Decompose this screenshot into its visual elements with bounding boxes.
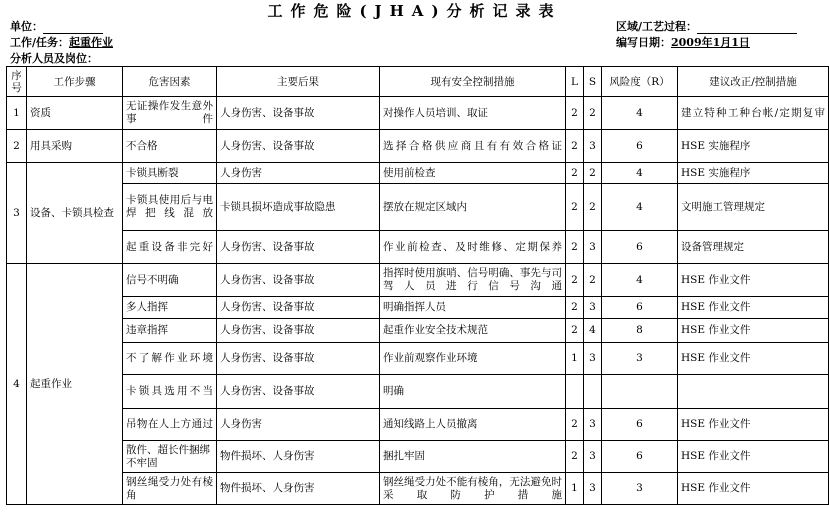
- table-row: [7, 264, 829, 297]
- cell-suggest: [678, 375, 829, 409]
- cell-s: [584, 375, 602, 409]
- area-label: 区域/工艺过程：: [616, 20, 698, 33]
- cell-l: [566, 375, 584, 409]
- cell-consequence: 人身伤害: [217, 163, 380, 184]
- area-blank: [697, 21, 797, 34]
- table-row: [7, 441, 829, 473]
- cell-suggest: 文明施工管理规定: [678, 184, 829, 231]
- col-header-suggest: 建议改正/控制措施: [678, 67, 829, 97]
- cell-hazard: 无证操作发生意外事件: [123, 97, 217, 130]
- cell-l: 2: [566, 409, 584, 441]
- table-row: [7, 375, 829, 409]
- analyst-field: [10, 50, 98, 66]
- cell-consequence: 人身伤害、设备事故: [217, 130, 380, 163]
- cell-l: 2: [566, 97, 584, 130]
- cell-l: 2: [566, 264, 584, 297]
- unit-field: [10, 18, 103, 34]
- table-row: [7, 231, 829, 264]
- cell-suggest: 建立特种工种台帐/定期复审: [678, 97, 829, 130]
- area-field: [616, 18, 797, 34]
- cell-l: 2: [566, 130, 584, 163]
- cell-r: 4: [602, 264, 678, 297]
- col-header-step: 工作步骤: [27, 67, 123, 97]
- cell-s: 3: [584, 343, 602, 375]
- cell-control: 钢丝绳受力处不能有棱角，无法避免时采取防护措施: [380, 473, 566, 505]
- col-header-hazard: 危害因素: [123, 67, 217, 97]
- table-row: [7, 297, 829, 319]
- cell-s: 2: [584, 163, 602, 184]
- cell-r: 4: [602, 184, 678, 231]
- cell-suggest: 设备管理规定: [678, 231, 829, 264]
- cell-r: 6: [602, 441, 678, 473]
- cell-step: 设备、卡锁具检查: [27, 163, 123, 264]
- work-field: [10, 34, 113, 50]
- unit-blank: [43, 21, 103, 34]
- cell-suggest: HSE 作业文件: [678, 319, 829, 343]
- cell-hazard: 起重设备非完好: [123, 231, 217, 264]
- cell-control: 起重作业安全技术规范: [380, 319, 566, 343]
- cell-consequence: 人身伤害、设备事故: [217, 264, 380, 297]
- cell-no: 1: [7, 97, 27, 130]
- table-row: [7, 409, 829, 441]
- cell-consequence: 卡锁具损坏造成事故隐患: [217, 184, 380, 231]
- cell-r: 6: [602, 297, 678, 319]
- cell-control: 对操作人员培训、取证: [380, 97, 566, 130]
- cell-r: 8: [602, 319, 678, 343]
- cell-hazard: 多人指挥: [123, 297, 217, 319]
- cell-l: 1: [566, 473, 584, 505]
- cell-s: 3: [584, 130, 602, 163]
- date-label: 编写日期：: [616, 36, 671, 49]
- cell-hazard: 钢丝绳受力处有棱角: [123, 473, 217, 505]
- cell-hazard: 卡锁具选用不当: [123, 375, 217, 409]
- col-header-r: 风险度（R）: [602, 67, 678, 97]
- cell-hazard: 卡锁具断裂: [123, 163, 217, 184]
- cell-l: 2: [566, 319, 584, 343]
- cell-suggest: HSE 作业文件: [678, 343, 829, 375]
- cell-consequence: 人身伤害、设备事故: [217, 297, 380, 319]
- cell-consequence: 人身伤害、设备事故: [217, 375, 380, 409]
- cell-l: 2: [566, 297, 584, 319]
- cell-no: 4: [7, 264, 27, 505]
- cell-r: 6: [602, 409, 678, 441]
- cell-control: 使用前检查: [380, 163, 566, 184]
- cell-s: 3: [584, 441, 602, 473]
- work-value: 起重作业: [69, 36, 114, 49]
- cell-suggest: HSE 作业文件: [678, 264, 829, 297]
- cell-r: 4: [602, 97, 678, 130]
- cell-control: 指挥时使用旗哨、信号明确、事先与司驾人员进行信号沟通: [380, 264, 566, 297]
- col-header-consequence: 主要后果: [217, 67, 380, 97]
- cell-suggest: HSE 作业文件: [678, 409, 829, 441]
- cell-l: 1: [566, 343, 584, 375]
- cell-hazard: 不合格: [123, 130, 217, 163]
- date-field: [616, 34, 750, 50]
- cell-suggest: HSE 作业文件: [678, 297, 829, 319]
- cell-l: 2: [566, 231, 584, 264]
- cell-no: 3: [7, 163, 27, 264]
- cell-s: 3: [584, 409, 602, 441]
- cell-step: 用具采购: [27, 130, 123, 163]
- cell-consequence: 人身伤害、设备事故: [217, 343, 380, 375]
- cell-suggest: HSE 作业文件: [678, 473, 829, 505]
- col-header-control: 现有安全控制措施: [380, 67, 566, 97]
- cell-hazard: 吊物在人上方通过: [123, 409, 217, 441]
- analyst-label: 分析人员及岗位：: [10, 52, 98, 65]
- cell-s: 2: [584, 184, 602, 231]
- cell-suggest: HSE 实施程序: [678, 163, 829, 184]
- cell-control: 摆放在规定区域内: [380, 184, 566, 231]
- cell-no: 2: [7, 130, 27, 163]
- cell-l: 2: [566, 163, 584, 184]
- col-header-l: L: [566, 67, 584, 97]
- cell-step: 资质: [27, 97, 123, 130]
- cell-r: 6: [602, 231, 678, 264]
- cell-s: 3: [584, 231, 602, 264]
- cell-s: 3: [584, 473, 602, 505]
- cell-consequence: 人身伤害、设备事故: [217, 319, 380, 343]
- cell-control: 明确: [380, 375, 566, 409]
- jha-table: [6, 66, 829, 505]
- cell-r: 3: [602, 473, 678, 505]
- date-value: 2009年1月1日: [671, 36, 750, 49]
- table-row: [7, 319, 829, 343]
- table-row: [7, 163, 829, 184]
- cell-r: [602, 375, 678, 409]
- cell-s: 3: [584, 297, 602, 319]
- cell-r: 4: [602, 163, 678, 184]
- cell-hazard: 卡锁具使用后与电焊把线混放: [123, 184, 217, 231]
- cell-control: 捆扎牢固: [380, 441, 566, 473]
- cell-control: 作业前观察作业环境: [380, 343, 566, 375]
- table-row: [7, 184, 829, 231]
- cell-consequence: 人身伤害、设备事故: [217, 231, 380, 264]
- page-title: 工作危险(JHA)分析记录表: [267, 2, 562, 20]
- table-row: [7, 130, 829, 163]
- cell-hazard: 信号不明确: [123, 264, 217, 297]
- cell-hazard: 不了解作业环境: [123, 343, 217, 375]
- cell-r: 6: [602, 130, 678, 163]
- cell-consequence: 人身伤害: [217, 409, 380, 441]
- work-label: 工作/任务：: [10, 36, 70, 49]
- cell-l: 2: [566, 441, 584, 473]
- cell-s: 4: [584, 319, 602, 343]
- cell-consequence: 人身伤害、设备事故: [217, 97, 380, 130]
- cell-step: 起重作业: [27, 264, 123, 505]
- table-row: [7, 473, 829, 505]
- table-row: [7, 97, 829, 130]
- cell-control: 明确指挥人员: [380, 297, 566, 319]
- cell-control: 通知线路上人员撤离: [380, 409, 566, 441]
- table-header-row: [7, 67, 829, 97]
- cell-s: 2: [584, 264, 602, 297]
- col-header-s: S: [584, 67, 602, 97]
- unit-label: 单位：: [10, 20, 43, 33]
- table-row: [7, 343, 829, 375]
- cell-hazard: 散件、超长件捆绑不牢固: [123, 441, 217, 473]
- cell-consequence: 物件损坏、人身伤害: [217, 441, 380, 473]
- cell-control: 选择合格供应商且有有效合格证: [380, 130, 566, 163]
- cell-consequence: 物件损坏、人身伤害: [217, 473, 380, 505]
- cell-s: 2: [584, 97, 602, 130]
- cell-control: 作业前检查、及时维修、定期保养: [380, 231, 566, 264]
- cell-hazard: 违章指挥: [123, 319, 217, 343]
- col-header-no: 序号: [7, 67, 27, 97]
- cell-l: 2: [566, 184, 584, 231]
- cell-suggest: HSE 实施程序: [678, 130, 829, 163]
- cell-r: 3: [602, 343, 678, 375]
- cell-suggest: HSE 作业文件: [678, 441, 829, 473]
